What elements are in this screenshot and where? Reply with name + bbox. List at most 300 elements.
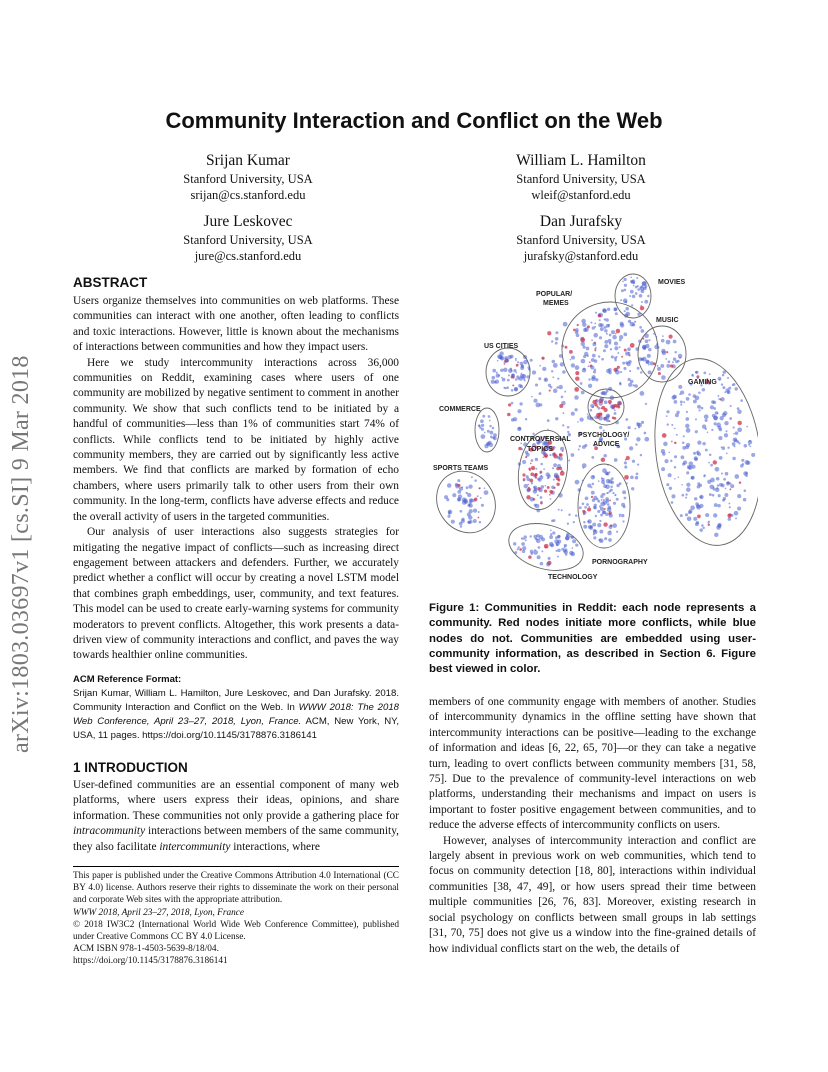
footnote-rule [73,866,399,867]
conflict-initiating-node [529,469,531,471]
community-node [620,299,622,301]
community-node [599,319,601,321]
community-node [582,322,586,326]
community-node [557,556,559,558]
community-node [562,412,564,414]
community-node [563,322,568,327]
community-node [625,418,628,421]
community-node [564,545,566,547]
community-node [666,340,671,345]
label-controversial-1: CONTROVERSIAL [510,436,571,443]
community-node [447,483,452,488]
community-node [571,412,575,416]
community-node [540,472,542,474]
community-node [707,521,709,523]
community-node [668,360,671,363]
community-node [738,442,740,444]
community-node [631,487,634,490]
community-node [579,506,582,509]
community-node [535,458,538,461]
community-node [645,403,647,405]
acm-reference-venue: WWW 2018: The 2018 Web Conference, April 23–27, 2018, Lyon, France. [73,702,399,727]
community-node [612,523,617,528]
community-node [681,484,683,486]
community-node [497,360,499,362]
community-node [537,555,541,559]
community-node [604,340,608,344]
community-node [553,519,556,522]
community-node [621,503,625,507]
community-node [613,307,617,311]
community-node [524,379,526,381]
community-node [724,433,728,437]
community-node [705,428,707,430]
community-node [510,368,512,370]
author-block-3 [118,212,378,264]
community-node [641,285,644,288]
community-node [489,420,491,422]
community-node [685,497,687,499]
label-gaming: GAMING [688,379,717,386]
community-node [585,496,589,500]
community-node [674,466,677,469]
community-node [582,368,586,372]
community-node [567,426,570,429]
community-node [501,377,503,379]
abstract-paragraph: Users organize themselves into communities on web platforms. These communities can interact with one another, often leading to conflicts and toxic interactions. However, little is known about the mechanisms of interactions between communities and how they impact users. [73,295,399,354]
community-node [599,426,602,429]
community-node [497,354,502,359]
community-node [551,370,553,372]
community-node [624,461,627,464]
community-node [609,514,613,518]
conflict-initiating-node [549,494,551,496]
community-node [709,493,712,496]
community-node [615,333,617,335]
community-node [709,454,712,457]
community-node [582,503,585,506]
author-name: Srijan Kumar [206,152,290,169]
conflict-initiating-node [575,376,579,380]
community-node [580,382,583,385]
community-node [581,359,586,364]
community-node [713,415,718,420]
community-node [745,460,750,465]
community-node [735,517,737,519]
community-node [676,411,679,414]
acm-reference-doi[interactable]: ACM, New York, NY, USA, 11 pages. https://doi.org/10.1145/3178876.3186141 [73,716,399,741]
community-node [465,492,467,494]
community-node [637,367,640,370]
cluster-labels [433,279,717,581]
community-node [611,481,614,484]
author-email[interactable]: jurafsky@stanford.edu [523,249,639,263]
community-node [540,496,543,499]
community-node [621,289,624,292]
community-node [555,331,558,334]
community-node [561,548,564,551]
conflict-initiating-node [658,372,661,375]
community-node [511,389,514,392]
community-node [693,399,697,403]
community-node [592,483,595,486]
community-node [612,335,617,340]
community-node [600,495,603,498]
label-psych-2: ADVICE [593,441,620,448]
intro-text: interactions between members of the same community, they also facilitate [73,825,399,853]
community-node [680,391,684,395]
community-node [705,513,709,517]
conflict-initiating-node [626,456,630,460]
community-node [733,437,738,442]
community-node [583,513,585,515]
community-node [633,282,635,284]
community-node [502,378,506,382]
community-node [705,449,708,452]
label-popular-1: POPULAR/ [536,291,573,298]
community-node [534,549,536,551]
community-node [455,483,459,487]
community-node [553,446,556,449]
community-node [527,484,529,486]
acm-reference [73,673,399,743]
community-node [718,494,721,497]
community-node [559,456,563,460]
community-node [681,494,684,497]
community-node [699,484,702,487]
community-node [722,374,725,377]
community-node [624,289,627,292]
community-node [531,459,534,462]
community-node [624,466,627,469]
conflict-initiating-node [530,463,532,465]
community-node [469,498,473,502]
community-node [496,374,500,378]
community-node [567,431,569,433]
community-node [645,339,649,343]
community-node [607,324,610,327]
community-node [724,421,728,425]
community-node [473,508,477,512]
community-node [592,476,594,478]
conflict-initiating-node [479,488,481,490]
label-sports: SPORTS TEAMS [433,465,489,472]
community-node [597,523,601,527]
community-node [490,436,493,439]
community-node [628,360,632,364]
community-node [517,427,521,431]
community-node [737,407,740,410]
community-node [581,391,585,395]
community-node [604,537,607,540]
conflict-initiating-node [556,483,559,486]
community-node [657,365,659,367]
community-node [635,476,639,480]
conflict-initiating-node [591,496,593,498]
community-node [704,414,709,419]
community-node [481,424,484,427]
conflict-initiating-node [574,387,579,392]
community-node [598,539,601,542]
community-node [466,486,469,489]
conflict-initiating-node [609,500,611,502]
community-node [715,467,720,472]
conflict-initiating-node [508,403,511,406]
community-node [723,497,726,500]
community-node [622,490,626,494]
community-node [495,379,499,383]
community-node [617,401,621,405]
community-node [555,337,559,341]
community-node [625,301,628,304]
community-node [671,501,674,504]
footnote-copyright: © 2018 IW3C2 (International World Wide Web Conference Committee), published under Creative Commons CC BY 4.0 License. [73,919,399,943]
community-node [600,323,604,327]
community-node [542,456,544,458]
community-node [587,484,591,488]
community-node [705,419,708,422]
community-node [743,498,747,502]
conflict-initiating-node [504,363,506,365]
community-node [581,342,585,346]
community-node [531,396,533,398]
community-node [717,412,719,414]
conflict-initiating-node [544,490,547,493]
author-name: Jure Leskovec [203,213,293,230]
conflict-initiating-node [507,413,511,417]
community-node [549,542,554,547]
conflict-initiating-node [522,473,525,476]
community-node [564,550,568,554]
community-node [619,335,623,339]
community-node [691,374,694,377]
community-node [575,328,579,332]
community-node [715,488,720,493]
community-node [711,429,713,431]
community-node [550,530,552,532]
community-node [740,399,743,402]
community-node [619,382,621,384]
community-node [604,344,608,348]
community-node [713,486,715,488]
community-node [460,525,463,528]
community-node [583,525,587,529]
footnote-isbn: ACM ISBN 978-1-4503-5639-8/18/04. [73,944,219,955]
community-node [588,378,590,380]
community-node [588,525,592,529]
community-node [586,503,589,506]
conflict-initiating-node [628,354,630,356]
community-node [571,453,575,457]
community-node [751,453,755,457]
conflict-initiating-node [516,364,519,367]
community-node [592,342,596,346]
community-node [693,452,696,455]
community-node [572,547,574,549]
community-node [701,407,704,410]
community-node [614,412,617,415]
community-node [517,548,519,550]
conflict-initiating-node [580,338,585,343]
community-node [691,465,695,469]
community-node [508,374,510,376]
community-node [575,543,578,546]
community-node [744,489,747,492]
community-node [575,480,580,485]
community-node [592,523,596,527]
conflict-initiating-node [477,517,479,519]
community-node [558,509,560,511]
community-node [521,537,524,540]
community-node [699,409,701,411]
community-node [606,333,608,335]
community-node [583,521,585,523]
community-node [511,402,514,405]
community-node [601,358,604,361]
community-node [489,431,493,435]
conflict-initiating-node [545,455,547,457]
community-node [553,389,557,393]
conflict-initiating-node [587,325,590,328]
community-node [631,304,633,306]
right-column-body [429,695,756,957]
community-node [600,502,605,507]
community-node [579,445,581,447]
community-node [707,431,709,433]
community-node [520,362,524,366]
community-node [457,479,460,482]
community-node [695,418,697,420]
community-node [590,365,594,369]
label-music: MUSIC [656,317,679,324]
community-node [603,349,606,352]
community-node [520,385,523,388]
community-node [540,562,544,566]
community-node [641,358,644,361]
conflict-initiating-node [531,466,535,470]
community-node [737,506,741,510]
community-node [480,419,484,423]
community-node [583,346,586,349]
community-node [728,387,731,390]
author-email[interactable]: jure@cs.stanford.edu [194,249,302,263]
community-node [554,474,558,478]
community-node [562,424,564,426]
community-node [636,277,638,279]
community-node [665,358,667,360]
community-node [555,536,558,539]
conflict-initiating-node [553,453,556,456]
community-node [590,404,594,408]
community-node [717,504,720,507]
community-node [610,404,614,408]
community-node [522,546,526,550]
community-node [510,370,512,372]
community-node [622,281,624,283]
community-node [729,417,732,420]
community-node [674,428,676,430]
community-node [601,540,603,542]
community-node [703,372,706,375]
community-node [600,514,603,517]
community-node [709,373,711,375]
community-node [686,428,691,433]
conflict-initiating-node [537,487,541,491]
abstract-heading: ABSTRACT [73,275,148,290]
community-node [561,396,564,399]
community-node [644,432,647,435]
community-node [719,379,721,381]
author-email[interactable]: srijan@cs.stanford.edu [190,188,306,202]
conflict-initiating-node [739,481,742,484]
conflict-initiating-node [545,379,547,381]
footnote-doi[interactable]: https://doi.org/10.1145/3178876.3186141 [73,956,228,967]
community-node [674,400,678,404]
community-node [746,426,748,428]
community-node [479,521,482,524]
community-node [685,513,688,516]
community-node [603,484,607,488]
conflict-initiating-node [587,507,591,511]
community-node [697,405,701,409]
community-node [640,371,642,373]
community-node [680,404,682,406]
community-node [637,285,639,287]
community-node [543,468,545,470]
community-node [678,354,683,359]
community-node [683,460,687,464]
community-node [714,533,718,537]
community-node [523,480,525,482]
community-node [720,397,724,401]
community-node [740,464,744,468]
community-node [593,370,596,373]
community-node [634,384,638,388]
community-node [608,471,610,473]
community-node [666,415,668,417]
community-node [614,409,616,411]
community-node [555,550,557,552]
community-node [598,355,600,357]
community-node [546,472,550,476]
community-node [552,376,554,378]
community-node [590,409,593,412]
community-node [662,351,667,356]
community-node [533,535,537,539]
community-node [557,464,561,468]
label-uscities: US CITIES [484,343,519,350]
community-node [619,346,621,348]
community-node [637,288,640,291]
community-node [617,352,619,354]
body-paragraph: However, analyses of intercommunity interaction and conflict are largely absent in previous work on web communities, which tend to focus on community detection [18, 80], interactions within individual communities [38, 47, 49], or how users spread their time between multiple communities [26, 76, 83]. Moreover, existing research in social psychology on conflicts between small groups in lab settings [31, 70, 75] does not give us a window into the fine-grained details of how individual conflicts start on the web, the details of [429,834,756,955]
community-node [517,378,519,380]
community-node [530,359,533,362]
label-controversial-2: TOPICS [527,446,553,453]
community-node [629,446,633,450]
author-email[interactable]: wleif@stanford.edu [531,188,631,202]
community-node [621,514,624,517]
community-node [680,400,683,403]
community-node [599,520,601,522]
community-node [683,401,685,403]
conflict-initiating-node [598,412,602,416]
community-node [729,482,731,484]
community-node [674,351,676,353]
community-node [666,483,669,486]
community-node [726,452,728,454]
community-node [591,491,595,495]
